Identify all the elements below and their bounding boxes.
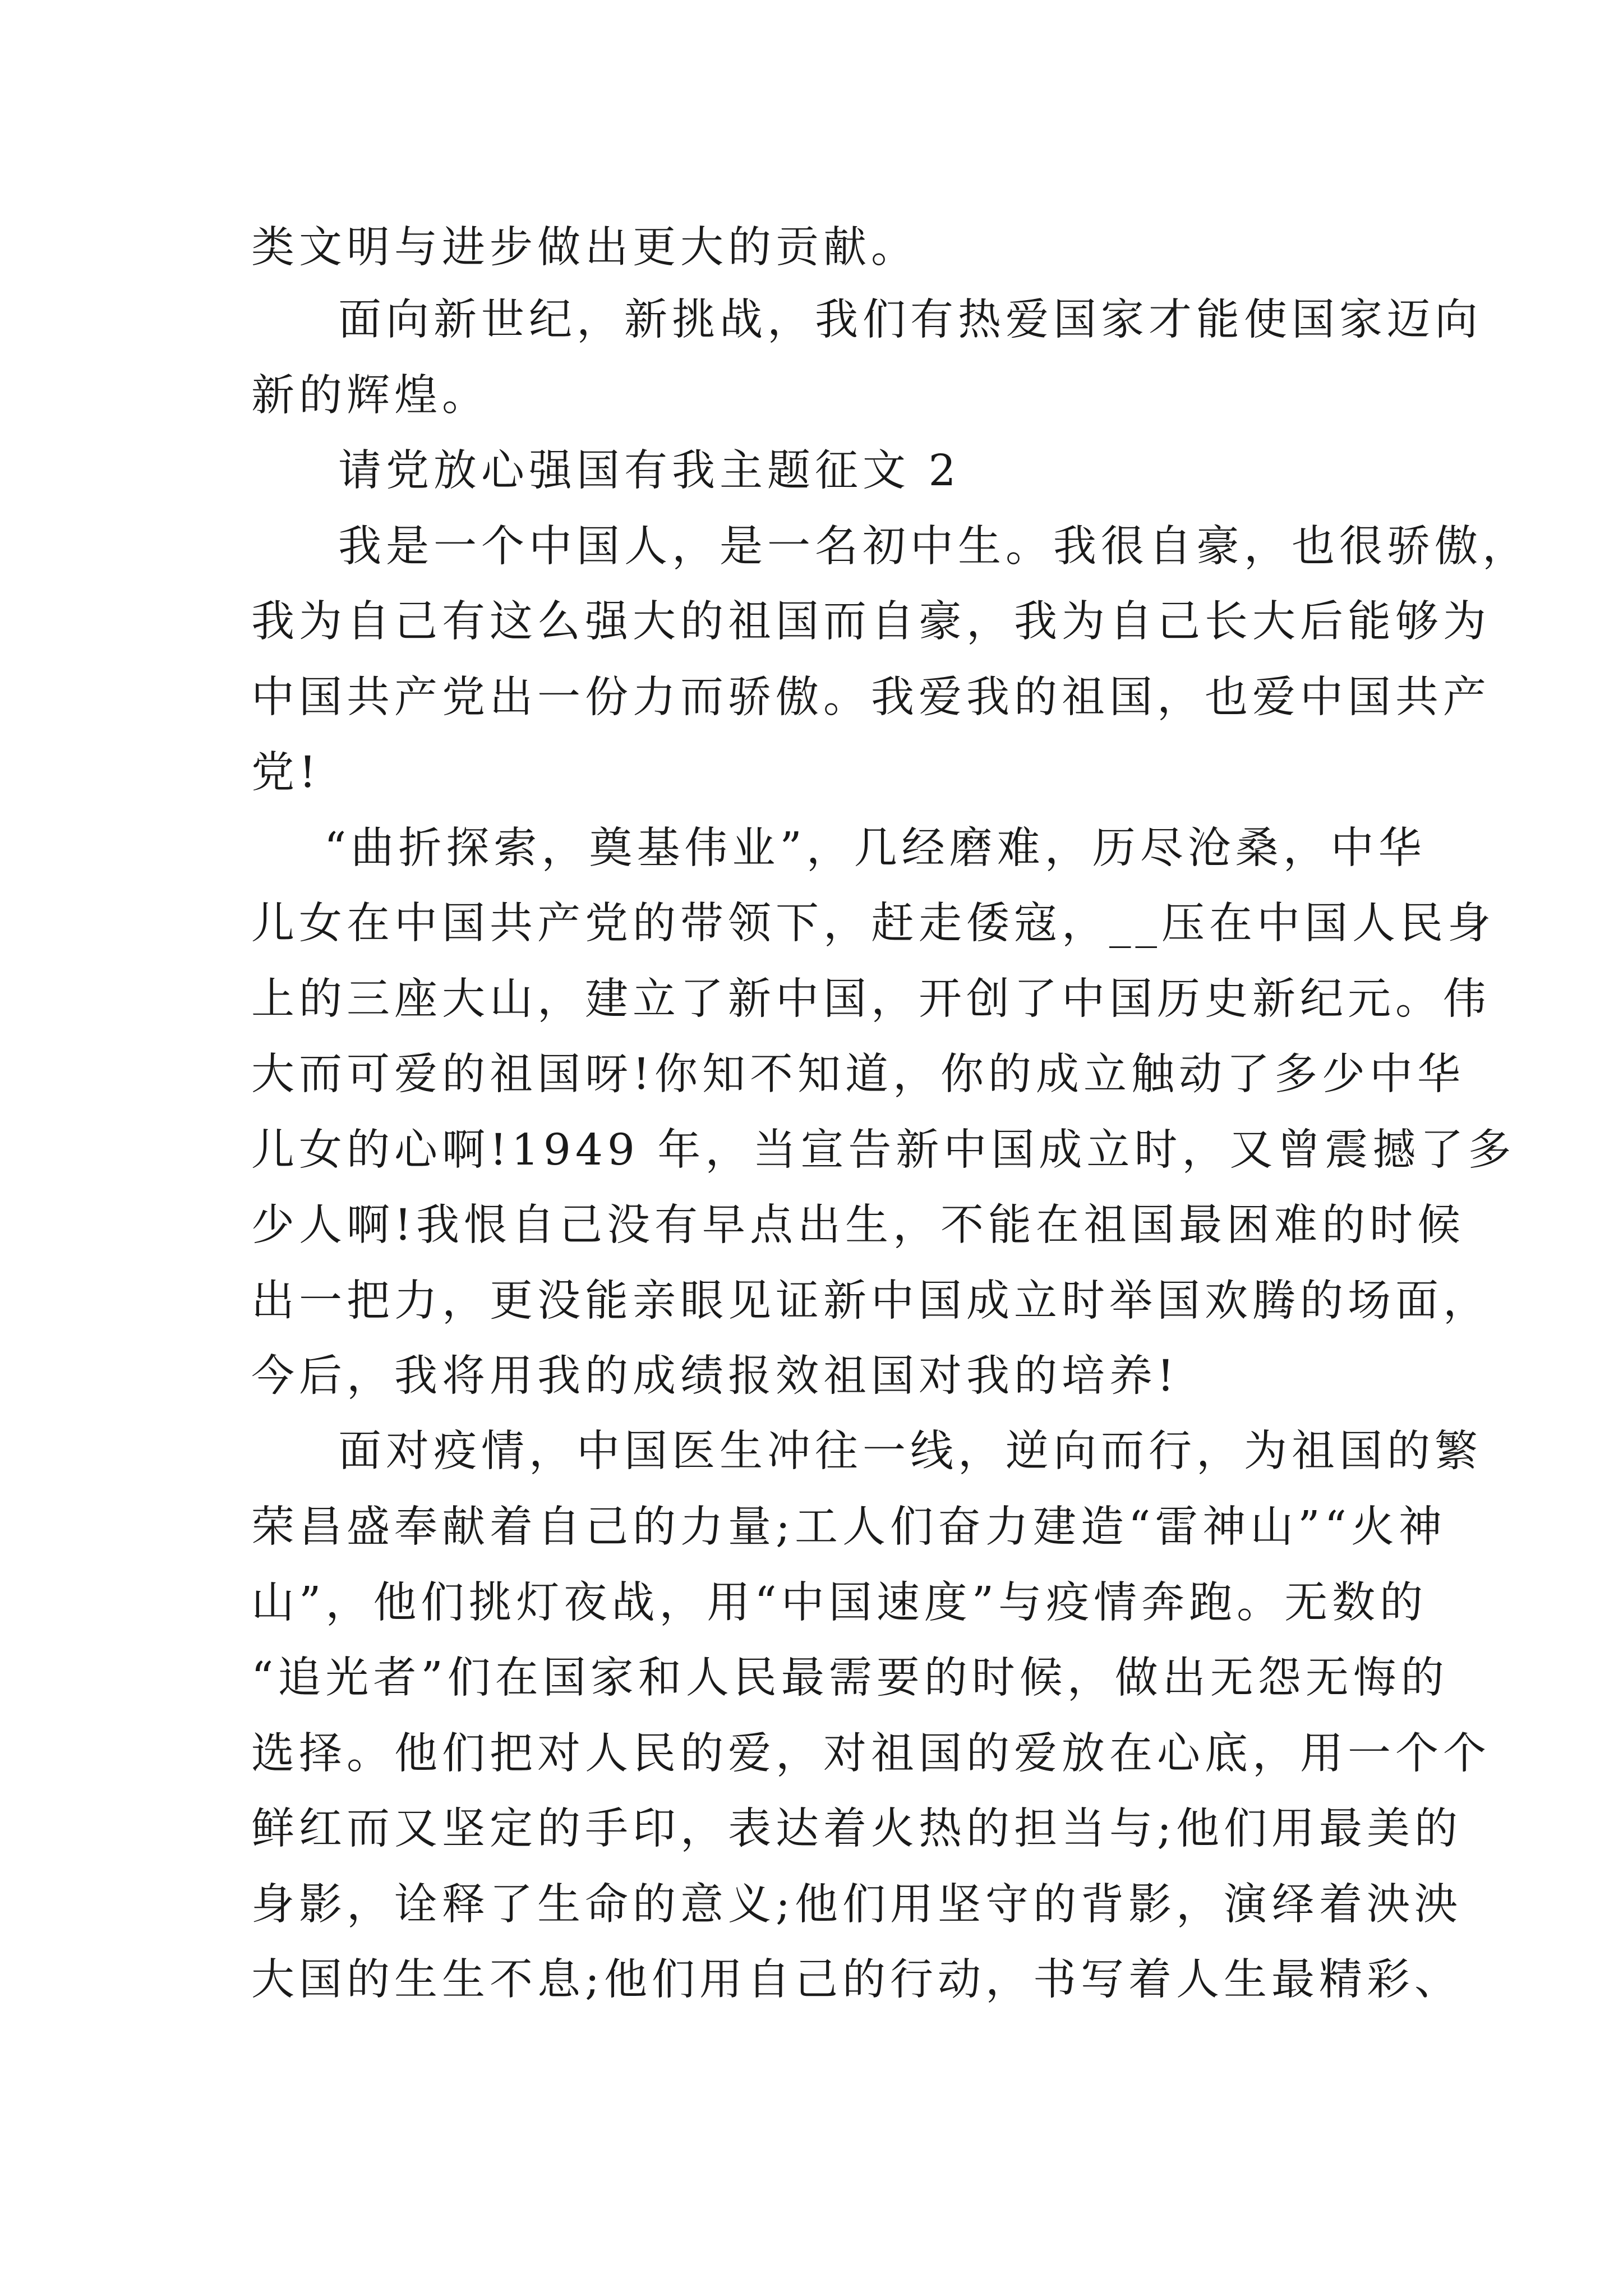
text-line: 类文明与进步做出更大的贡献。 (251, 223, 919, 273)
text-line: 党! (251, 748, 321, 798)
text-line: 面对疫情，中国医生冲往一线，逆向而行，为祖国的繁 (338, 1427, 1482, 1476)
text-line: 出一把力，更没能亲眼见证新中国成立时举国欢腾的场面， (251, 1276, 1491, 1326)
text-line: “追光者”们在国家和人民最需要的时候，做出无怨无悔的 (251, 1653, 1449, 1703)
text-line: 儿女在中国共产党的带领下，赶走倭寇，__压在中国人民身 (251, 899, 1495, 949)
text-line: 大而可爱的祖国呀!你知不知道，你的成立触动了多少中华 (251, 1050, 1465, 1099)
text-line: 选择。他们把对人民的爱，对祖国的爱放在心底，用一个个 (251, 1729, 1491, 1779)
text-line: 今后，我将用我的成绩报效祖国对我的培养! (251, 1351, 1179, 1401)
text-line: 山”，他们挑灯夜战，用“中国速度”与疫情奔跑。无数的 (251, 1578, 1428, 1628)
section-heading: 请党放心强国有我主题征文 2 (338, 446, 961, 496)
text-line: 儿女的心啊!1949 年，当宣告新中国成立时，又曾震撼了多 (251, 1125, 1516, 1175)
text-line: 我是一个中国人，是一名初中生。我很自豪，也很骄傲， (338, 522, 1530, 572)
text-line: 鲜红而又坚定的手印，表达着火热的担当与;他们用最美的 (251, 1804, 1462, 1854)
text-line: 身影，诠释了生命的意义;他们用坚守的背影，演绎着泱泱 (251, 1880, 1462, 1930)
text-line: 少人啊!我恨自己没有早点出生，不能在祖国最困难的时候 (251, 1200, 1465, 1250)
text-line: 新的辉煌。 (251, 371, 490, 421)
text-line: 我为自己有这么强大的祖国而自豪，我为自己长大后能够为 (251, 597, 1491, 647)
text-line: 面向新世纪，新挑战，我们有热爱国家才能使国家迈向 (338, 295, 1482, 345)
text-line: 中国共产党出一份力而骄傲。我爱我的祖国，也爱中国共产 (251, 673, 1491, 723)
text-line: 上的三座大山，建立了新中国，开创了中国历史新纪元。伟 (251, 974, 1491, 1024)
text-line: “曲折探索，奠基伟业”，几经磨难，历尽沧桑，中华 (324, 823, 1426, 873)
text-line: 荣昌盛奉献着自己的力量;工人们奋力建造“雷神山”“火神 (251, 1502, 1447, 1552)
text-line: 大国的生生不息;他们用自己的行动，书写着人生最精彩、 (251, 1955, 1462, 2005)
